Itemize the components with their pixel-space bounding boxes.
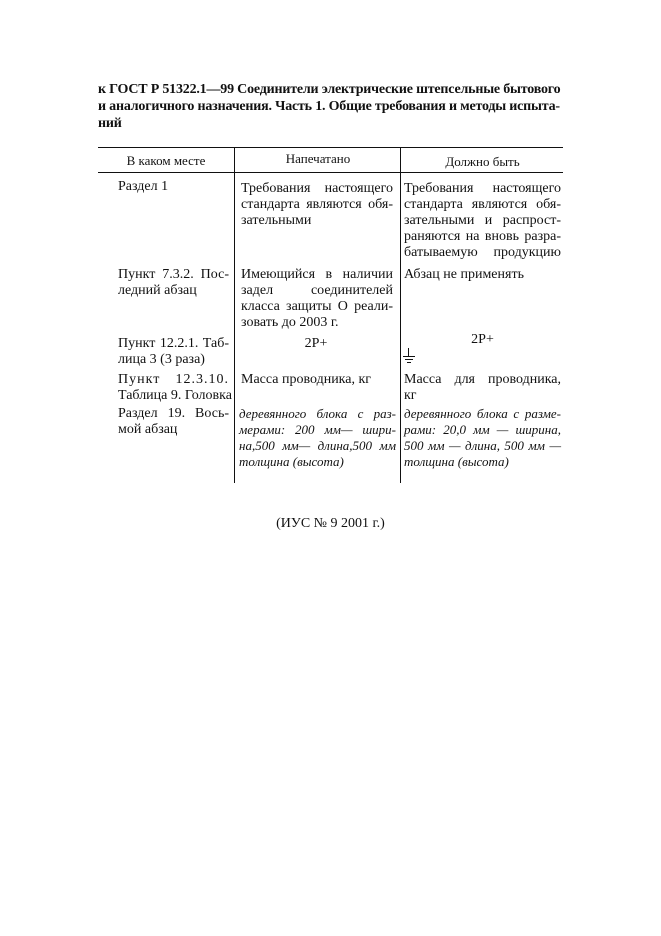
table-top-rule bbox=[98, 147, 563, 148]
table-header-rule bbox=[98, 172, 563, 173]
title-line: к ГОСТ Р 51322.1—99 Соединители электрические штепсельные бытового bbox=[98, 82, 561, 97]
column-header-correct: Должно быть bbox=[445, 154, 520, 169]
row-printed: Требования настоящего стандарта являются обя- зательными bbox=[241, 181, 393, 228]
row-place: Раздел 19. Вось- мой абзац bbox=[118, 406, 229, 437]
row-printed: Масса проводника, кг bbox=[241, 372, 372, 387]
row-correct: 2Р+ bbox=[402, 332, 563, 362]
title-line: и аналогичного назначения. Часть 1. Общие требования и методы испыта- bbox=[98, 99, 560, 114]
row-correct: Требования настоящего стандарта являются обя- зательными и распрост- раняются на вновь разра- батываемую продукцию bbox=[404, 181, 561, 260]
row-correct: деревянного блока с разме- рами: 20,0 мм — ширина, 500 мм — длина, 500 мм — толщина (высота) bbox=[404, 406, 561, 469]
row-place: Пункт 7.3.2. Пос- ледний абзац bbox=[118, 267, 229, 298]
row-printed: Имеющийся в наличии задел соединителей класса защиты О реали- зовать до 2003 г. bbox=[241, 267, 393, 330]
row-printed: 2Р+ bbox=[304, 336, 328, 351]
row-printed: деревянного блока с раз- мерами: 200 мм— шири- на,500 мм— длина,500 мм толщина (высота) bbox=[239, 406, 396, 469]
row-correct: Абзац не применять bbox=[404, 267, 524, 282]
column-header-place: В каком месте bbox=[126, 153, 206, 168]
ground-symbol-icon bbox=[403, 348, 415, 362]
publication-note: (ИУС № 9 2001 г.) bbox=[276, 516, 385, 531]
column-divider bbox=[400, 147, 401, 483]
column-header-printed: Напечатано bbox=[285, 151, 351, 166]
row-place: Пункт 12.3.10. Таблица 9. Головка bbox=[118, 372, 232, 403]
title-line: ний bbox=[98, 116, 122, 131]
row-place: Пункт 12.2.1. Таб- лица 3 (3 раза) bbox=[118, 336, 229, 367]
row-place: Раздел 1 bbox=[118, 179, 169, 194]
row-correct: Масса для проводника, кг bbox=[404, 372, 561, 403]
column-divider bbox=[234, 147, 235, 483]
document-title bbox=[98, 81, 563, 132]
